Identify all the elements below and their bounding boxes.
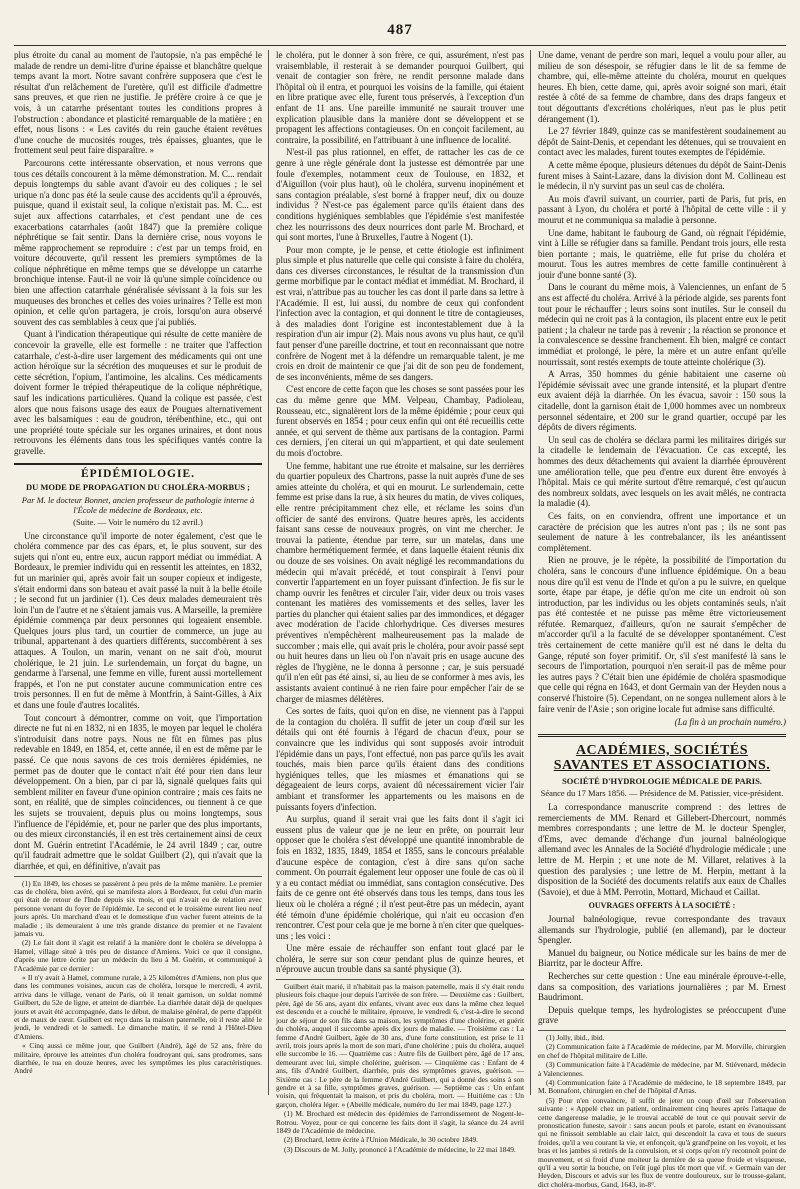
section-title-academies: ACADÉMIES, SOCIÉTÉS SAVANTES ET ASSOCIATIONS. [538,734,786,773]
paragraph: Au surplus, quand il serait vrai que les faits dont il s'agit ici eussent plus de valeur que je ne leur en prête, on pourrait leur opposer que le choléra s'est développé une quantité innombrable de fois en 1832, 1835, 1849, 1854 et 1855, sans le concours préalable d'aucune espèce de contagion, c'est à dire sans qu'on sache comment. On pourrait également leur opposer une foule de cas où il y a eu contact médiat ou immédiat, sans contagion consécutive. Des faits de ce genre ont été observés dans tous les temps, dans tous les lieux où le choléra a régné ; il n'est peut-être pas un médecin, ayant été témoin d'une épidémie cholérique, qui n'ait eu occasion d'en rencontrer. C'est pour cela que je me borne à n'en citer que quelques-uns ; les voici : [276,814,524,941]
column-3 [538,50,786,1189]
footnote: (3) Discours de M. Jolly, prononcé à l'Académie de médecine, le 22 mai 1849. [284,1144,516,1154]
footnotes [538,1030,786,1189]
paragraph: Le 27 février 1849, quinze cas se manifestèrent soudainement au dépôt de Saint-Denis, et cependant les détenues, qui se trouvaient en contact avec les malades, furent toutes exemptes de l'épidémie. [538,126,786,158]
paragraph: A cette même époque, plusieurs détenues du dépôt de Saint-Denis furent mises à Saint-Lazare, dans la division dont M. Collineau est le médecin, il n'y survint pas un seul cas de choléra. [538,159,786,192]
suite-note: (Suite. — Voir le numéro du 12 avril.) [73,516,203,527]
paragraph: Quant à l'indication thérapeutique qui résulte de cette manière de concevoir la gravelle, elle est formelle : ne traiter que l'affection catarrhale, c'est-à-dire user largement des médicaments qui ont une action héroïque sur la sécrétion des muqueuses et sur le produit de cette sécrétion, l'opium, l'antimoine, les alcalins. Ces médicaments doivent former le trépied thérapeutique de la colique néphrétique, sauf les indications particulières. Quand la colique est passée, c'est alors que nous faisons usage des eaux de Pougues alternativement avec les balsamiques : eau de goudron, térébenthine, etc., qui ont une propriété toute spéciale sur les organes urinaires, et dont nous retrouvons les éléments dans tous les spécifiques vantés contre la gravelle. [14,329,262,456]
page-number: 487 [387,22,413,38]
byline: Par M. le docteur Bonnet, ancien professeur de pathologie interne à l'École de médecine de Bordeaux, etc. [21,494,255,516]
footnote: (2) Le fait dont il s'agit est relatif à la manière dont le choléra se développa à Hamel, village situé à très peu de distance d'Amiens. Voici ce que il consigne, d'après une lettre écrite par un médecin du lieu à M. Guérin, et communiqué à l'Académie par ce dernier : [14,938,262,973]
article-title: DU MODE DE PROPAGATION DU CHOLÉRA-MORBUS ; [26,482,250,493]
paragraph: Parcourons cette intéressante observation, et nous verrons que tous ces détails concourent à la même démonstration. M. C... rendait depuis longtemps du sable avant d'avoir eu des coliques ; le sel urique n'a donc pas été la seule cause des accidents qu'il a éprouvés, puisque, quand il existait seul, la colique n'existait pas. M. C... est sujet aux affections catarrhales, et c'est pendant une de ces exacerbations catarrhales (août 1847) que la première colique néphrétique se fait sentir. Dans la dernière crise, nous voyons le même rapprochement se reproduire : c'est par un temps froid, en voiture découverte, qu'il ressent les premiers symptômes de la colique néphrétique en même temps que se développe un catarrhe bronchique intense. Faut-il ne voir là qu'une simple coïncidence ou bien une affection catarrhale généralisée sévissant à la fois sur les muqueuses des bronches et celles des voies urinaires ? Telle est mon opinion, et celle qu'on partagera, je crois, lorsqu'on aura observé souvent des cas semblables à ceux que j'ai publiés. [14,157,262,327]
footnote: (1) Jolly, ibid., ibid. [546,1032,605,1042]
paragraph: N'est-il pas plus rationnel, en effet, de rattacher les cas de ce genre à une règle générale dont la justesse est démontrée par une foule d'exemples, notamment ceux de Toulouse, en 1832, et d'Aiguillon (voir plus haut), où le choléra, survenu inopinément et sans contagion préalable, s'est borné à frapper neuf, dix ou douze individus ? N'est-ce pas également parce qu'ils étaient dans des conditions hygiéniques semblables que l'épidémie s'est manifestée chez les nourrissons des deux nourrices dont parle M. Brochard, et qui sont mortes, l'une à Bruxelles, l'autre à Nogent (1). [276,147,524,243]
paragraph: Une dame, habitant le faubourg de Gand, où régnait l'épidémie, vint à Lille se réfugier dans sa famille. Pendant trois jours, elle resta bien portante ; mais, le quatrième, elle fut prise du choléra et mourut. Tous les autres membres de cette famille continuèrent à jouir d'une bonne santé (3). [538,227,786,280]
footnote: (4) Communication faite à l'Académie de médecine, le 18 septembre 1849, par M. Bonnafont, chirurgien en chef de l'hôpital d'Arras. [538,1077,786,1096]
paragraph: Ces faits, on en conviendra, offrent une importance et un caractère de précision que les autres n'ont pas ; ils ne sont pas seulement de nature à les contrebalancer, ils les anéantissent complètement. [538,510,786,553]
paragraph: Ces sortes de faits, quoi qu'on en dise, ne viennent pas à l'appui de la contagion du choléra. Il suffit de jeter un coup d'œil sur les détails qui ont été fournis à l'égard de chacun d'eux, pour se convaincre que les individus qui sont supposés avoir introduit l'épidémie dans un pays, l'ont effectué, non pas parce qu'ils les avait touchés, mais bien parce qu'ils étaient dans des conditions hygiéniques telles, que les miasmes et émanations qui se dégageaient de leurs corps, avaient dû nécessairement vicier l'air ambiant et transformer les appartements ou les maisons en de puissants foyers d'infection. [276,706,524,812]
continuation-note: (La fin à un prochain numéro.) [674,717,786,728]
paragraph: C'est encore de cette façon que les choses se sont passées pour les cas du même genre que MM. Velpeau, Chambay, Padioleau, Rousseau, etc., signalèrent lors de la même épidémie ; pour ceux qui furent observés en 1854 ; pour ceux enfin qui ont été recueillis cette année, et qui servent de thème aux partisans de la contagion. Parmi ces derniers, j'en citerai un qui m'appartient, et qui date seulement du mois d'octobre. [276,384,524,458]
paragraph: A Arras, 350 hommes du génie habitaient une caserne où l'épidémie sévissait avec une grande intensité, et la plupart d'entre eux avaient déjà la diarrhée. On les évacua, savoir : 150 sous la citadelle, dont la garnison était de 1,000 hommes avec un nombreux personnel sédentaire, et 200 sur le grand quartier, occupé par les dépôts de divers régiments. [538,369,786,433]
society-title: SOCIÉTÉ D'HYDROLOGIE MÉDICALE DE PARIS. [562,775,762,786]
ouvrages-heading: OUVRAGES OFFERTS À LA SOCIÉTÉ : [588,901,736,911]
section-title-epidemiologie: ÉPIDÉMIOLOGIE. [14,463,262,480]
paragraph: Recherches sur cette question : Une eau minérale éprouve-t-elle, dans sa composition, des variations journalières ; par M. Ernest Baudrimont. [538,970,786,1003]
footnote: « Il n'y avait à Hamel, commune rurale, à 25 kilomètres d'Amiens, non plus que dans les communes voisines, aucun cas de choléra, lorsque le mercredi, 4 avril, arriva dans le village, venant de Paris, où il tenait garnison, un soldat nommé Guilbert, du 52e de ligne, et atteint de diarrhée. La diarrhée datait déjà de quelques jours et avait été accompagnée, dans le début, de malaise général, de perte d'appétit et de maux de cœur. Guilbert est reçu dans la maison paternelle, où il reste alité le jeudi, le vendredi et le samedi. Le dimanche matin, il se rend à l'Hôtel-Dieu d'Amiens. [14,973,262,1041]
paragraph: Une mère essaie de réchauffer son enfant tout glacé par le choléra, le serre sur son cœur pendant plus de quinze heures, et n'éprouve aucun trouble dans sa santé physique (3). [276,943,524,975]
footnote: (1) M. Brochard est médecin des épidémies de l'arrondissement de Nogent-le-Rotrou. Voyez, pour ce qui concerne les faits dont il s'agit, la séance du 24 avril 1849 de l'Académie de médecine. [276,1109,524,1135]
footnote: (2) Brochard, lettre écrite à l'Union Médicale, le 30 octobre 1849. [284,1135,479,1145]
paragraph: Dans le courant du même mois, à Valenciennes, un enfant de 5 ans est affecté du choléra. Arrivé à la période algide, ses parents font tout pour le réchauffer ; leurs soins sont inutiles. Sur le conseil du médecin qui ne croit pas à la contagion, ils placent entre eux le petit patient ; la chaleur ne tarde pas à revenir ; la réaction se prononce et la convalescence se dessine franchement. Eh bien, malgré ce contact immédiat et prolongé, le père, la mère et un autre enfant qu'elle nourrissait, sont restés exempts de toute atteinte cholérique (3). [538,282,786,367]
footnote: « Cinq aussi ce même jour, que Guilbert (André), âgé de 52 ans, frère du militaire, éprouve les atteintes d'un choléra foudroyant qui, sans prodromes, sans diarrhée, le tua en douze heures, avec les symptômes les plus caractéristiques. André [14,1041,262,1076]
header-rule [14,45,786,46]
column-divider [268,50,269,1095]
paragraph: Une dame, venant de perdre son mari, lequel a voulu pour aller, au milieu de son désespoir, se réfugier dans le lit de sa femme de chambre, qui, elle-même atteinte du choléra, mourut en quelques heures. Eh bien, cette dame, qui, après avoir soigné son mari, était restée à côté de sa femme de chambre, dans des draps fangeux et tout dégouttants d'excrétions cholériques, n'eut pas le plus petit dérangement (1). [538,50,786,124]
footnote: (2) Communication faite à l'Académie de médecine, par M. Morville, chirurgien en chef de l'hôpital militaire de Lille. [538,1042,786,1060]
footnotes [14,876,262,1076]
paragraph: Au mois d'avril suivant, un courrier, parti de Paris, fut pris, en passant à Lyon, du choléra et porté à l'hôpital de cette ville : il y mourut et ne communiqua sa maladie à personne. [538,193,786,225]
footnote: (3) Communication faite à l'Académie de médecine, par M. Stiévenard, médecin à Valenciennes. [538,1060,786,1078]
paragraph: La correspondance manuscrite comprend : des lettres de remerciements de MM. Renard et Gillebert-Dhercourt, nommés membres correspondants ; une lettre de M. le docteur Spengler, d'Ems, avec demande d'échange d'un journal balnéologique allemand avec les Annales de la Société d'hydrologie médicale ; une lettre de M. Herpin ; et une note de M. Villaret, relatives à la question des paralysies ; une lettre de M. Herpin, mettant à la disposition de la Société des documents relatifs aux eaux de Challes (Savoie), et due à MM. Perrotin, Mottard, Michaud et Caillat. [538,802,786,897]
paragraph: Manuel du baigneur, ou Notice médicale sur les bains de mer de Biarritz, par le docteur Affre. [538,947,786,969]
seance-line: Séance du 17 Mars 1856. — Présidence de M. Patissier, vice-président. [540,788,784,799]
paragraph: Un seul cas de choléra se déclara parmi les militaires dirigés sur la citadelle le lendemain de l'évacuation. Ce cas excepté, les hommes des deux détachements qui avaient la diarrhée éprouvèrent une amélioration telle, que peu d'entre eux durent être envoyés à l'hôpital. Mais ce qui mérite surtout d'être remarqué, c'est qu'aucun des nombreux soldats, avec lesquels on les avait mêlés, ne contracta la maladie (4). [538,434,786,509]
paragraph: le choléra, put le donner à son frère, ce qui, assurément, n'est pas vraisemblable, il resterait à se demander pourquoi Guilbert, qui venait de contagier son frère, ne rendit personne malade dans l'hôpital où il entra, et pourquoi les voisins de la famille, qui étaient en libre pratique avec elle, furent tous préservés, à l'exception d'un enfant de 11 ans. Une pareille immunité ne saurait trouver une explication plausible dans la manière dont se développent et se propagent les affections contagieuses. On en conçoit facilement, au contraire, la possibilité, en l'attribuant à une influence de localité. [276,50,524,145]
column-divider [530,50,531,1095]
paragraph: Journal balnéologique, revue correspondante des travaux allemands sur l'hydrologie, publié (en allemand), par le docteur Spengler. [538,913,786,946]
paragraph: plus étroite du canal au moment de l'autopsie, n'a pas empêché le malade de rendre un demi-litre d'urine épaisse et blanchâtre quelque temps avant la mort. Notre savant confrère supposera que c'est le résultat d'un relâchement de l'uretère, qu'il est difficile d'admettre sans preuves, et que rien ne justifie. Je préfère croire à ce que je vois, à un catarrhe présentant toutes les conditions propres à l'obstruction : abondance et plasticité remarquable de la matière ; en effet, nous lisons : « Les cavités du rein gauche étaient revêtues d'une couche de mucosités rouges, très épaisses, gluantes, que le frottement seul peut faire disparaître. » [14,50,262,156]
footnotes [276,979,524,1154]
paragraph: Une femme, habitant une rue étroite et malsaine, sur les derrières du quartier populeux des Chartrons, passe la nuit auprès d'une de ses amies atteinte du choléra, et qui en mourut. Le surlendemain, cette femme est prise dans la rue, à six heures du matin, de vives coliques, elle rentre précipitamment chez elle, et réclame les soins d'un officier de santé des environs. Quatre heures après, les accidents faisant sans cesse de nouveaux progrès, on vint me chercher. Je trouvai la patiente, étendue par terre, sur un matelas, dans une chambre hermétiquement fermée, et dans laquelle étaient réunis dix ou douze de ses voisines. On avait négligé les recommandations du médecin qui m'avait précédé, et tout conspirait à l'envi pour convertir l'appartement en un foyer puissant d'infection. Je fis sur le champ ouvrir les fenêtres et circuler l'air, vider deux ou trois vases contenant les matières des vomissements et des selles, laver les parties du plancher qui étaient salies par des immondices, et dégager avec modération de l'acide chlorhydrique. Ces diverses mesures préventives n'empêchèrent malheureusement pas la malade de succomber ; mais elle, qui avait pris le choléra, pour avoir passé sept ou huit heures dans un lieu où l'on n'avait pris en usage aucune des règles de l'hygiène, ne le donna à personne ; car, je suis persuadé qu'il n'en eût pas été ainsi, si, au lieu de se conformer à mes avis, les assistants avaient continué à ne rien faire pour empêcher l'air de se charger de miasmes délétères. [276,460,524,704]
footnote: (1) En 1849, les choses se passèrent à peu près de la même manière. Le premier cas de choléra, bien avéré, qui se manifesta alors à Bordeaux, fut celui d'un marin qui était de retour de l'Inde depuis six mois, et qui n'avait eu de relation avec personne venant du foyer de l'épidémie. Le second et le troisième eurent lieu neuf jours après. Un marchand d'eau et le domestique d'un vacher furent atteints de la maladie ; ils demeuraient à une très grande distance du premier et ne l'avaient jamais vu. [14,878,262,938]
paragraph: Depuis quelque temps, les hydrologistes se préoccupent d'une grave [538,1004,786,1026]
footnote: (5) Pour n'en convaincre, il suffit de jeter un coup d'œil sur l'observation suivante : « Appelé chez un patient, ordinairement cinq heures après l'attaque de cette dangereuse maladie, je le trouvai accablé de tout ce qui pouvait servir de pronostication funeste, savoir : sans aucun pouls et parole, estant en évanouissant qui ne finissoit semblable au clair laict, qui descendoit la cava et tous de sueurs froides, qu'il a veu courant la vie, et enfonçoit, qu'à grand'peine on les voyoit, et les bras et les jambes si retirés de la convulsion, et si corps qu'on n'y reconnoît point de mouvement, et si froid d'une moiteur la dernière de sa queue froide et visqueuse, qu'il a veu sortir la bouche, on l'eût jugé plus tôt mort que vif. » Germain van der Heyden, Discours et advis sur les flux de ventre douloureux, sur le trousse-galant, dict choléra-morbus, Gand, 1643, in-8°. [538,1095,786,1189]
paragraph: Une circonstance qu'il importe de noter également, c'est que le choléra commence par des cas épars, et, le plus souvent, sur des sujets qui n'ont eu, entre eux, aucun rapport médiat ou immédiat. A Bordeaux, le premier individu qui en ressentit les atteintes, en 1832, fut un marinier qui, après avoir fait un souper copieux et indigeste, s'était endormi dans son bateau et avait passé la nuit à la belle étoile ; le second fut un jardinier (1). Ces deux malades demeuraient très loin l'un de l'autre et ne s'étaient jamais vus. A Marseille, la première épidémie commença par deux personnes qui logeaient ensemble. Quelques jours plus tard, un courtier de commerce, un juge au tribunal, appartenant à des quartiers différents, succombèrent à ses attaques. A Toulon, un marin, venant on ne sait d'où, mourut cholérique, le 21 juin. Le surlendemain, un forçat du bagne, un gendarme à l'arsenal, une femme en ville, furent aussi mortellement frappés, et l'on ne put constater aucune communication entre ces trois personnes. Il en fut de même à Montfrin, à Saint-Gilles, à Aix et dans une foule d'autres localités. [14,530,262,711]
paragraph: Pour mon compte, je le pense, et cette étiologie est infiniment plus simple et plus naturelle que celle qui consiste à faire du choléra, dans ces diverses circonstances, le résultat de la transmission d'un germe morbifique par le contact médiat et immédiat. M. Brochard, il est vrai, n'attribue pas au toucher les cas dont il parle dans sa lettre à l'Académie. Il est, lui aussi, du nombre de ceux qui confondent l'infection avec la contagion, et qui donnent le titre de contagieuses, à des maladies dont l'origine est incontestablement due à la respiration d'un air impur (2). Mais nous avons vu plus haut, ce qu'il faut penser d'une pareille doctrine, et tout en reconnaissant que notre confrère de Nogent met à la défendre un remarquable talent, je me crois en droit de maintenir ce que j'ai dit de son peu de fondement, de ses inconvénients, même de ses dangers. [276,244,524,382]
column-1 [14,50,262,1135]
paragraph: Tout concourt à démontrer, comme on voit, que l'importation directe ne fut ni en 1832, ni en 1835, le moyen par lequel le choléra s'introduisit dans notre pays. Nous ne fût en fûmes pas plus redevable en 1849, en 1854, et, cette année, il en est de même par le passé. Ce que nous savons de ces trois dernières épidémies, ne permet pas de douter que le contact n'ait été pour rien dans leur développement. On a bien, par ci par là, signalé quelques faits qui semblent militer en faveur d'une opinion contraire ; mais ces faits ne sont, en réalité, que de simples coïncidences, ou tiennent à ce que les sujets se trouvaient, depuis plus ou moins longtemps, sous l'influence de l'épidémie, et, pour ne parler que des plus importants, ou des mieux circonstanciés, il en est très certainement ainsi de ceux dont M. Guérin entretint l'Académie, le 24 avril 1849 ; car, outre qu'il faudrait admettre que le soldat Guilbert (2), qui n'avait que la diarrhée, et qui, en définitive, n'avait pas [14,712,262,871]
footnote: Guilbert était marié, il n'habitait pas la maison paternelle, mais il s'y était rendu plusieurs fois chaque jour depuis l'arrivée de son frère. — Deuxième cas : Guilbert, père, âgé de 56 ans, ayant dix enfants, vivant avec eux dans la même chez lequel est descendu et a couché le militaire, éprouve, le vendredi 6, c'est-à-dire le second jour de séjour de son fils dans sa maison, les symptômes d'une cholérine, et guérit du choléra, auquel il succombe après dix jours de maladie. — Troisième cas : La femme d'André Guilbert, âgée de 30 ans, d'une forte constitution, est prise le 11 avril, trois jours après la mort de son mari, d'une cholérine ; puis du choléra, auquel elle succombe le 16. — Quatrième cas : Autre fils de Guilbert père, âgé de 17 ans, demeurant avec lui, simple cholérine, guérison. — Cinquième cas : Enfant de 4 ans, fils d'André Guilbert, diarrhée, puis des symptômes graves, guérison. — Sixième cas : Le père de la femme d'André Guilbert, qui a donné des soins à son gendre et à sa fille, symptômes graves, guérison. — Septième cas : Un enfant voisin, qui fréquentait la maison, et pris du choléra, mort. — Huitième cas : Un garçon, choléra léger. » (Abeille médicale, numéro du 1er mai 1849, page 127.) [276,982,524,1109]
paragraph: Rien ne prouve, je le répète, la possibilité de l'importation du choléra, sans le concours d'une influence épidémique. On a beau nous dire qu'il est venu de l'Inde et qu'on a pu le suivre, en quelque sorte, étape par étape, je défie qu'on me cite un endroit où son introduction, par les individus ou les objets contaminés seuls, n'ait pas été contestée et ne puisse pas même être victorieusement réfutée. Remarquez, d'ailleurs, qu'on ne saurait s'empêcher de m'accorder qu'il a la faculté de se développer spontanément. C'est très certainement de cette manière qu'il est né dans le delta du Gange, réputé son foyer primitif. Or, s'il s'est manifesté là sans le secours de l'importation, pourquoi n'en serait-il pas de même pour les autres pays ? C'était bien une épidémie de choléra spasmodique que celle qui régna en 1643, et dont Germain van der Heyden nous a conservé l'histoire (5). Cependant, on ne songea nullement alors à le faire venir de l'Asie ; son origine locale fut admise sans difficulté. [538,555,786,714]
column-2 [276,50,524,1154]
